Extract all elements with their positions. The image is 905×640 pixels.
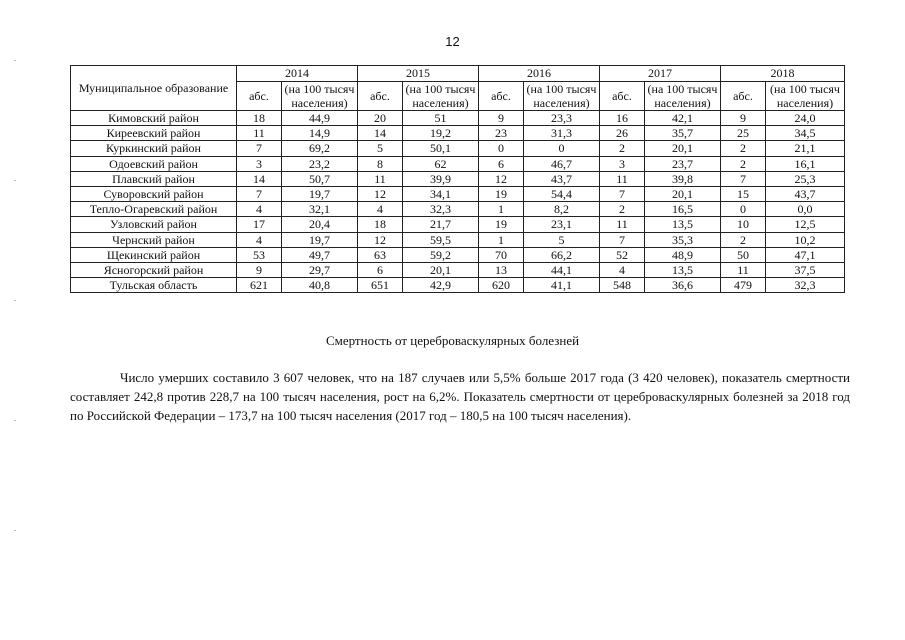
abs-value-cell: 7 xyxy=(237,141,282,156)
rate-value-cell: 19,7 xyxy=(282,232,358,247)
abs-value-cell: 7 xyxy=(600,187,645,202)
abs-value-cell: 63 xyxy=(358,247,403,262)
rate-header: (на 100 тысяч населения) xyxy=(403,82,479,111)
abs-value-cell: 2 xyxy=(721,156,766,171)
rate-value-cell: 35,7 xyxy=(645,126,721,141)
abs-header: абс. xyxy=(600,82,645,111)
abs-header: абс. xyxy=(358,82,403,111)
table-row xyxy=(71,111,845,126)
rate-value-cell: 34,5 xyxy=(766,126,845,141)
abs-value-cell: 11 xyxy=(358,171,403,186)
rate-value-cell: 37,5 xyxy=(766,263,845,278)
abs-value-cell: 11 xyxy=(600,171,645,186)
abs-value-cell: 12 xyxy=(479,171,524,186)
abs-value-cell: 11 xyxy=(600,217,645,232)
abs-value-cell: 3 xyxy=(237,156,282,171)
rate-value-cell: 8,2 xyxy=(524,202,600,217)
rate-value-cell: 39,8 xyxy=(645,171,721,186)
rate-value-cell: 50,7 xyxy=(282,171,358,186)
municipality-header: Муниципальное образование xyxy=(71,66,237,111)
abs-value-cell: 0 xyxy=(721,202,766,217)
abs-header: абс. xyxy=(237,82,282,111)
rate-value-cell: 48,9 xyxy=(645,247,721,262)
abs-value-cell: 0 xyxy=(479,141,524,156)
rate-value-cell: 41,1 xyxy=(524,278,600,293)
abs-value-cell: 5 xyxy=(358,141,403,156)
municipality-cell: Суворовский район xyxy=(71,187,237,202)
rate-value-cell: 43,7 xyxy=(524,171,600,186)
municipality-cell: Кимовский район xyxy=(71,111,237,126)
abs-value-cell: 13 xyxy=(479,263,524,278)
rate-value-cell: 66,2 xyxy=(524,247,600,262)
rate-value-cell: 46,7 xyxy=(524,156,600,171)
rate-value-cell: 69,2 xyxy=(282,141,358,156)
abs-value-cell: 10 xyxy=(721,217,766,232)
abs-value-cell: 9 xyxy=(237,263,282,278)
abs-value-cell: 14 xyxy=(237,171,282,186)
paragraph-text: Число умерших составило 3 607 человек, что на 187 случаев или 5,5% больше 2017 года (3 420 человек), показатель смертности составляет 242,8 против 228,7 на 100 тысяч населения, рост на 6,2%. Показатель смертности от цереброваскулярных болезней за 2018 год по Российской Федерации – 173,7 на 100 тысяч населения (2017 год – 180,5 на 100 тысяч населения). xyxy=(70,370,850,423)
municipality-cell: Киреевский район xyxy=(71,126,237,141)
abs-value-cell: 4 xyxy=(600,263,645,278)
table-row xyxy=(71,232,845,247)
rate-value-cell: 42,1 xyxy=(645,111,721,126)
table-row xyxy=(71,141,845,156)
table-row xyxy=(71,202,845,217)
rate-value-cell: 62 xyxy=(403,156,479,171)
municipality-cell: Плавский район xyxy=(71,171,237,186)
table-body xyxy=(71,111,845,293)
municipality-cell: Щекинский район xyxy=(71,247,237,262)
rate-value-cell: 40,8 xyxy=(282,278,358,293)
abs-value-cell: 18 xyxy=(237,111,282,126)
abs-value-cell: 8 xyxy=(358,156,403,171)
abs-value-cell: 23 xyxy=(479,126,524,141)
year-header: 2016 xyxy=(479,66,600,82)
rate-header: (на 100 тысяч населения) xyxy=(766,82,845,111)
municipality-cell: Узловский район xyxy=(71,217,237,232)
abs-value-cell: 19 xyxy=(479,187,524,202)
rate-header: (на 100 тысяч населения) xyxy=(645,82,721,111)
rate-value-cell: 16,1 xyxy=(766,156,845,171)
abs-value-cell: 25 xyxy=(721,126,766,141)
municipality-cell: Ясногорский район xyxy=(71,263,237,278)
rate-value-cell: 21,1 xyxy=(766,141,845,156)
rate-value-cell: 14,9 xyxy=(282,126,358,141)
rate-value-cell: 49,7 xyxy=(282,247,358,262)
rate-value-cell: 32,3 xyxy=(403,202,479,217)
abs-value-cell: 6 xyxy=(358,263,403,278)
scan-margin-marks xyxy=(14,60,18,540)
rate-value-cell: 13,5 xyxy=(645,263,721,278)
table-row xyxy=(71,156,845,171)
table-row xyxy=(71,263,845,278)
abs-value-cell: 12 xyxy=(358,232,403,247)
rate-value-cell: 20,4 xyxy=(282,217,358,232)
rate-value-cell: 10,2 xyxy=(766,232,845,247)
abs-value-cell: 18 xyxy=(358,217,403,232)
rate-value-cell: 5 xyxy=(524,232,600,247)
table-row xyxy=(71,187,845,202)
year-header: 2014 xyxy=(237,66,358,82)
municipality-cell: Чернский район xyxy=(71,232,237,247)
page-number: 12 xyxy=(445,34,460,49)
rate-value-cell: 23,1 xyxy=(524,217,600,232)
year-header-row xyxy=(71,66,845,82)
year-header: 2018 xyxy=(721,66,845,82)
abs-value-cell: 4 xyxy=(358,202,403,217)
rate-value-cell: 43,7 xyxy=(766,187,845,202)
rate-value-cell: 39,9 xyxy=(403,171,479,186)
rate-value-cell: 0 xyxy=(524,141,600,156)
section-title: Смертность от цереброваскулярных болезней xyxy=(325,333,580,348)
rate-value-cell: 51 xyxy=(403,111,479,126)
abs-header: абс. xyxy=(721,82,766,111)
rate-value-cell: 31,3 xyxy=(524,126,600,141)
abs-value-cell: 52 xyxy=(600,247,645,262)
abs-value-cell: 11 xyxy=(237,126,282,141)
rate-value-cell: 23,2 xyxy=(282,156,358,171)
table-row xyxy=(71,126,845,141)
rate-value-cell: 19,7 xyxy=(282,187,358,202)
rate-value-cell: 20,1 xyxy=(645,187,721,202)
table-row xyxy=(71,278,845,293)
abs-value-cell: 1 xyxy=(479,232,524,247)
rate-value-cell: 44,1 xyxy=(524,263,600,278)
year-header: 2017 xyxy=(600,66,721,82)
rate-header: (на 100 тысяч населения) xyxy=(524,82,600,111)
rate-value-cell: 0,0 xyxy=(766,202,845,217)
rate-value-cell: 59,5 xyxy=(403,232,479,247)
abs-value-cell: 14 xyxy=(358,126,403,141)
rate-value-cell: 34,1 xyxy=(403,187,479,202)
rate-value-cell: 47,1 xyxy=(766,247,845,262)
abs-value-cell: 620 xyxy=(479,278,524,293)
abs-value-cell: 2 xyxy=(600,141,645,156)
rate-value-cell: 12,5 xyxy=(766,217,845,232)
abs-value-cell: 1 xyxy=(479,202,524,217)
rate-value-cell: 59,2 xyxy=(403,247,479,262)
table-row xyxy=(71,217,845,232)
rate-value-cell: 23,7 xyxy=(645,156,721,171)
abs-value-cell: 7 xyxy=(600,232,645,247)
municipality-cell: Тепло-Огаревский район xyxy=(71,202,237,217)
rate-value-cell: 16,5 xyxy=(645,202,721,217)
abs-value-cell: 4 xyxy=(237,202,282,217)
mortality-table xyxy=(70,65,845,293)
rate-value-cell: 32,1 xyxy=(282,202,358,217)
abs-value-cell: 7 xyxy=(237,187,282,202)
abs-value-cell: 20 xyxy=(358,111,403,126)
abs-value-cell: 26 xyxy=(600,126,645,141)
table-row xyxy=(71,247,845,262)
rate-value-cell: 29,7 xyxy=(282,263,358,278)
abs-value-cell: 11 xyxy=(721,263,766,278)
abs-value-cell: 16 xyxy=(600,111,645,126)
rate-value-cell: 24,0 xyxy=(766,111,845,126)
rate-value-cell: 32,3 xyxy=(766,278,845,293)
abs-value-cell: 50 xyxy=(721,247,766,262)
rate-value-cell: 20,1 xyxy=(645,141,721,156)
year-header: 2015 xyxy=(358,66,479,82)
rate-value-cell: 25,3 xyxy=(766,171,845,186)
rate-value-cell: 42,9 xyxy=(403,278,479,293)
abs-value-cell: 3 xyxy=(600,156,645,171)
abs-value-cell: 548 xyxy=(600,278,645,293)
abs-value-cell: 17 xyxy=(237,217,282,232)
abs-value-cell: 7 xyxy=(721,171,766,186)
table-row xyxy=(71,171,845,186)
abs-value-cell: 53 xyxy=(237,247,282,262)
abs-value-cell: 9 xyxy=(721,111,766,126)
rate-value-cell: 19,2 xyxy=(403,126,479,141)
municipality-cell: Тульская область xyxy=(71,278,237,293)
rate-value-cell: 36,6 xyxy=(645,278,721,293)
abs-value-cell: 2 xyxy=(721,232,766,247)
abs-value-cell: 4 xyxy=(237,232,282,247)
rate-header: (на 100 тысяч населения) xyxy=(282,82,358,111)
abs-value-cell: 15 xyxy=(721,187,766,202)
rate-value-cell: 35,3 xyxy=(645,232,721,247)
abs-value-cell: 12 xyxy=(358,187,403,202)
abs-value-cell: 2 xyxy=(600,202,645,217)
abs-value-cell: 2 xyxy=(721,141,766,156)
municipality-cell: Куркинский район xyxy=(71,141,237,156)
abs-value-cell: 70 xyxy=(479,247,524,262)
rate-value-cell: 13,5 xyxy=(645,217,721,232)
rate-value-cell: 44,9 xyxy=(282,111,358,126)
rate-value-cell: 23,3 xyxy=(524,111,600,126)
abs-value-cell: 6 xyxy=(479,156,524,171)
abs-header: абс. xyxy=(479,82,524,111)
abs-value-cell: 621 xyxy=(237,278,282,293)
abs-value-cell: 651 xyxy=(358,278,403,293)
rate-value-cell: 54,4 xyxy=(524,187,600,202)
municipality-cell: Одоевский район xyxy=(71,156,237,171)
abs-value-cell: 479 xyxy=(721,278,766,293)
rate-value-cell: 50,1 xyxy=(403,141,479,156)
rate-value-cell: 21,7 xyxy=(403,217,479,232)
rate-value-cell: 20,1 xyxy=(403,263,479,278)
abs-value-cell: 19 xyxy=(479,217,524,232)
abs-value-cell: 9 xyxy=(479,111,524,126)
body-paragraph xyxy=(70,368,850,425)
